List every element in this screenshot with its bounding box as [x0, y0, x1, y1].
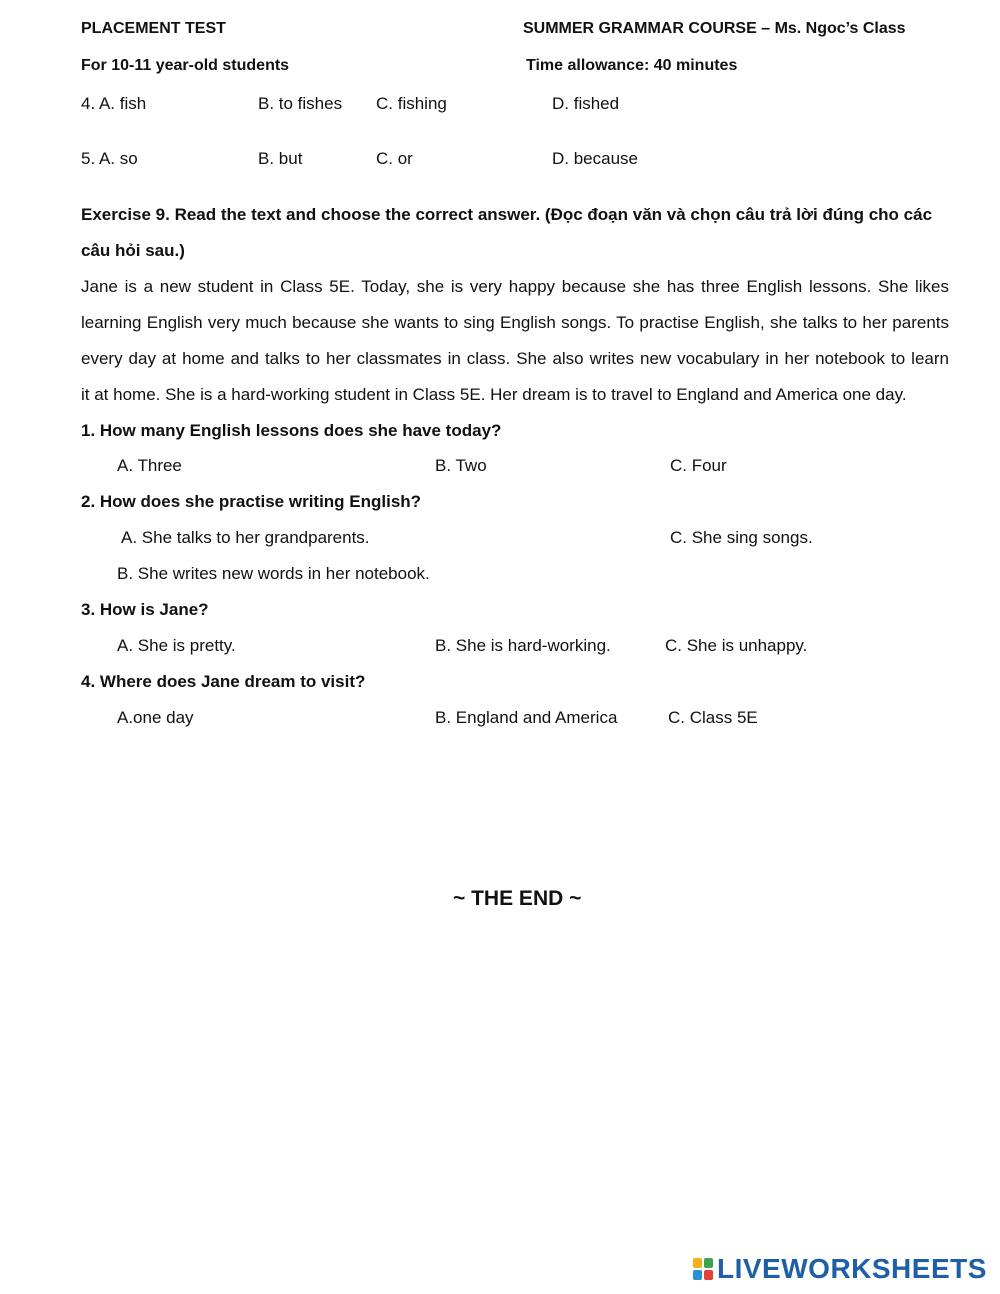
question-4: 4. Where does Jane dream to visit? [81, 672, 366, 691]
option-b: B. to fishes [258, 94, 343, 113]
option-d: D. because [552, 149, 638, 168]
option-b: B. but [258, 149, 303, 168]
passage-line: learning English very much because she wants to sing English songs. To practise English, she talks to her parents [81, 313, 949, 332]
header-right-title: SUMMER GRAMMAR COURSE – Ms. Ngoc’s Class [523, 20, 906, 37]
reading-passage [81, 269, 949, 413]
q2-option-b: B. She writes new words in her notebook. [117, 564, 430, 583]
exercise-title-cont: câu hỏi sau.) [81, 241, 185, 260]
q4-option-a: A.one day [117, 708, 194, 727]
q3-option-a: A. She is pretty. [117, 636, 236, 655]
header-right-subtitle: Time allowance: 40 minutes [526, 57, 738, 74]
liveworksheets-logo-icon [692, 1257, 714, 1281]
q2-option-a: A. She talks to her grandparents. [121, 528, 370, 547]
q4-option-c: C. Class 5E [668, 708, 758, 727]
option-c: C. or [376, 149, 413, 168]
passage-line: every day at home and talks to her classmates in class. She also writes new vocabulary in her notebook to learn [81, 349, 949, 368]
header-left-title: PLACEMENT TEST [81, 20, 226, 37]
passage-line: Jane is a new student in Class 5E. Today, she is very happy because she has three English lessons. She likes [81, 277, 949, 296]
exercise-title: Exercise 9. Read the text and choose the correct answer. (Đọc đoạn văn và chọn câu trả lời đúng cho các [81, 205, 933, 224]
q3-option-b: B. She is hard-working. [435, 636, 611, 655]
logo-block [693, 1258, 702, 1268]
logo-block [704, 1270, 713, 1280]
liveworksheets-logo-text: LIVEWORKSHEETS [717, 1253, 987, 1284]
question-3: 3. How is Jane? [81, 600, 209, 619]
header-left-subtitle: For 10-11 year-old students [81, 57, 290, 74]
passage-line: it at home. She is a hard-working student in Class 5E. Her dream is to travel to England and America one day. [81, 385, 907, 404]
q3-option-c: C. She is unhappy. [665, 636, 808, 655]
q1-option-b: B. Two [435, 456, 487, 475]
logo-block [693, 1270, 702, 1280]
logo-block [704, 1258, 713, 1268]
q1-option-a: A. Three [117, 456, 182, 475]
q4-option-b: B. England and America [435, 708, 618, 727]
option-c: C. fishing [376, 94, 447, 113]
liveworksheets-logo [692, 1252, 987, 1286]
question-1: 1. How many English lessons does she have today? [81, 421, 502, 440]
option-d: D. fished [552, 94, 620, 113]
option-a: 5. A. so [81, 149, 138, 168]
option-a: 4. A. fish [81, 94, 147, 113]
q2-option-c: C. She sing songs. [670, 528, 813, 547]
question-2: 2. How does she practise writing English? [81, 492, 422, 511]
the-end-text: ~ THE END ~ [453, 887, 582, 910]
q1-option-c: C. Four [670, 456, 727, 475]
